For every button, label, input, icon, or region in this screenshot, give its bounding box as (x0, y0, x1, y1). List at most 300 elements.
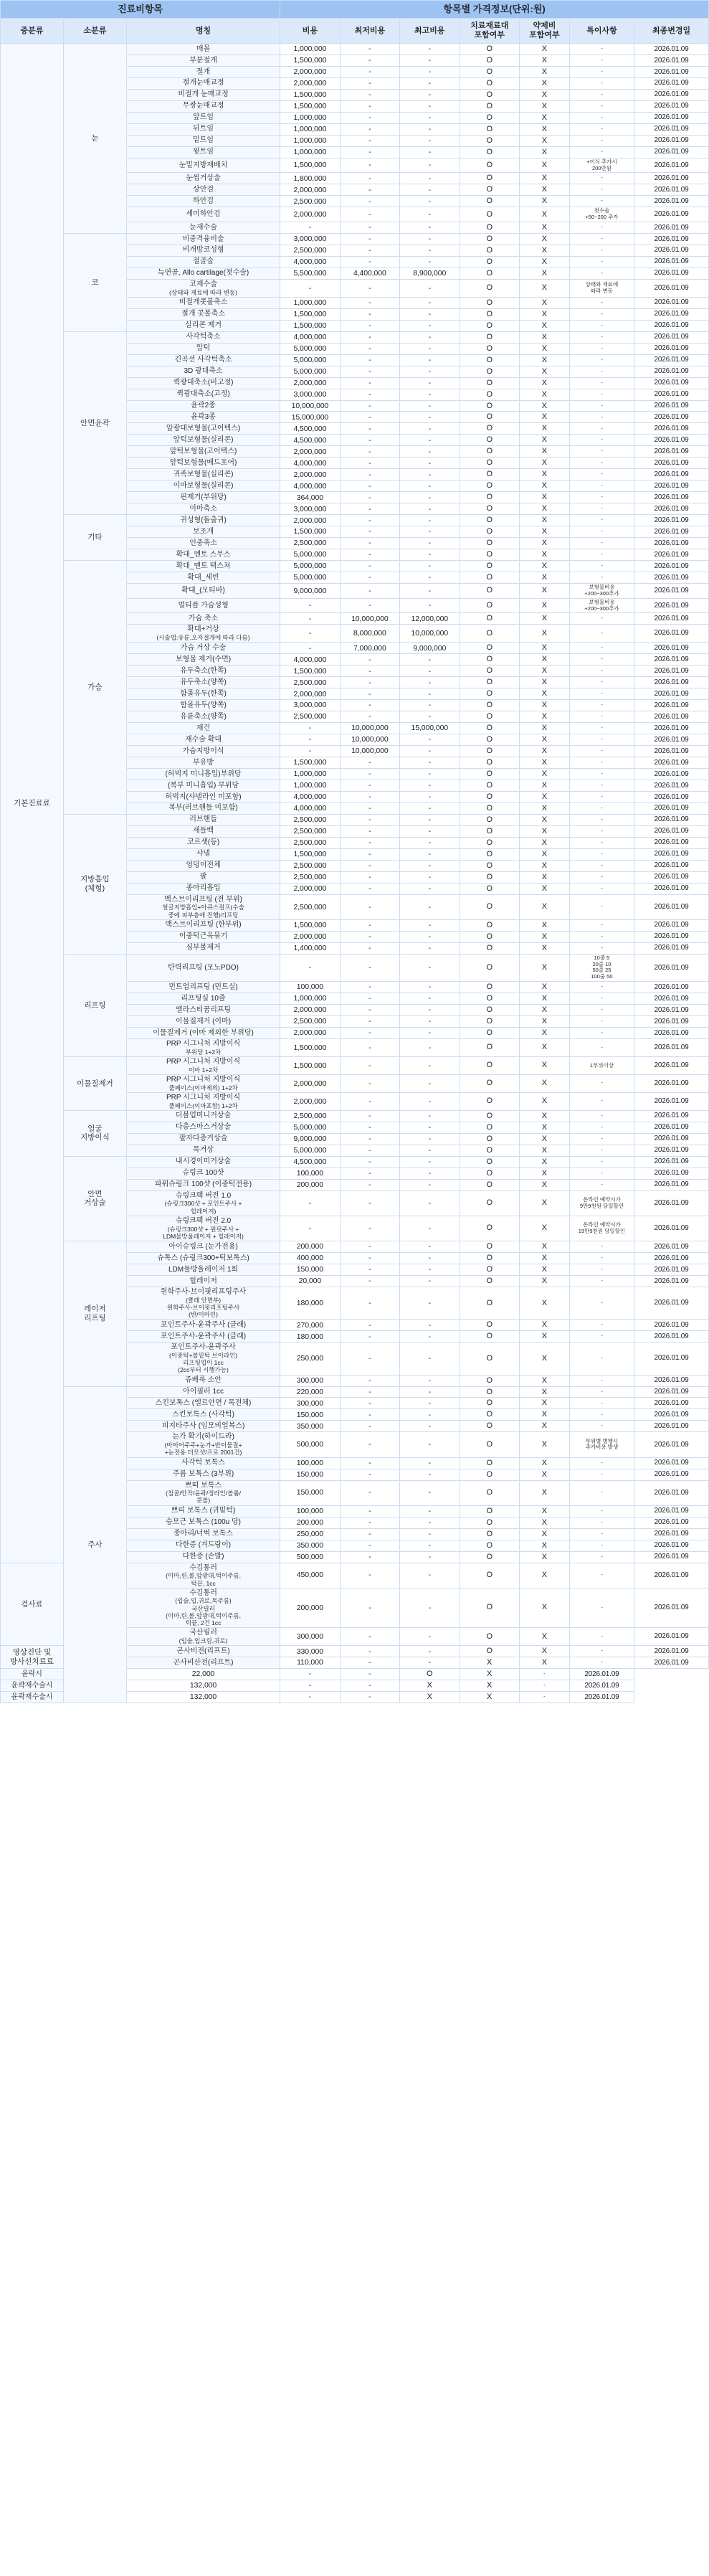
cell-max-cost: - (400, 308, 460, 320)
cell-item-name: 함몰유두(양쪽) (126, 700, 280, 711)
cell-min-cost: - (340, 423, 399, 435)
cell-item-name: 포인트주사-윤곽주사 (클래) (126, 1331, 280, 1343)
cell-drug-included: X (519, 1287, 569, 1319)
cell-material-included: O (460, 802, 519, 814)
cell-material-included: O (460, 331, 519, 343)
cell-item-name: 쥬베룩 소안 (126, 1375, 280, 1386)
cell-min-cost: - (340, 584, 399, 599)
cell-cost: 180,000 (280, 1287, 340, 1319)
cell-max-cost: - (400, 354, 460, 366)
cell-last-changed: 2026.01.09 (634, 1092, 709, 1110)
cell-note: - (569, 1563, 634, 1588)
cell-min-cost: - (340, 196, 399, 207)
cell-note: - (569, 677, 634, 688)
cell-item-name: 맥스브이리프팅 (한부위) (126, 919, 280, 931)
cell-max-cost: - (400, 1074, 460, 1092)
table-row (1, 1241, 709, 1253)
cell-min-cost: - (340, 1563, 399, 1588)
cell-max-cost: - (400, 77, 460, 89)
cell-note: - (569, 1264, 634, 1275)
cell-material-included: O (460, 100, 519, 112)
cell-note: - (569, 825, 634, 837)
table-row (1, 1110, 709, 1122)
cell-material-included: O (460, 734, 519, 746)
cell-note: - (569, 89, 634, 100)
cell-min-cost: - (340, 1092, 399, 1110)
cell-item-name: 인중축소 (126, 538, 280, 549)
cell-note: - (569, 1331, 634, 1343)
cell-cost: 1,000,000 (280, 780, 340, 791)
cell-note: - (569, 613, 634, 625)
cell-note: - (569, 982, 634, 993)
cell-max-cost: - (400, 757, 460, 769)
cell-material-included: O (460, 1264, 519, 1275)
cell-note: - (519, 1692, 569, 1703)
cell-item-name: 매몰 (126, 44, 280, 55)
cell-min-cost: - (340, 331, 399, 343)
cell-cost: 200,000 (280, 1241, 340, 1253)
cell-cost: - (280, 279, 340, 297)
cell-item-name: 러브핸들 (126, 814, 280, 825)
cell-note: - (569, 184, 634, 196)
cell-item-name: PRP 시그니처 지방이식 풀페이스(이마제외) 1+2차 (126, 1074, 280, 1092)
cell-note: - (569, 769, 634, 780)
cell-item-name: 맥스브이리프팅 (전 부위) 얼굴지방흡입+아큐스컬프(수술 중에 피부층에 진행)리프팅 (126, 894, 280, 919)
cell-max-cost: - (400, 848, 460, 860)
cell-item-name: 이물질제거 (이마 제외한 부위당) (126, 1027, 280, 1038)
cell-note: - (569, 666, 634, 677)
cell-max-cost: - (400, 549, 460, 561)
cell-note: - (569, 700, 634, 711)
cell-note: - (569, 746, 634, 757)
cell-min-cost: - (340, 791, 399, 802)
cell-note: - (569, 515, 634, 526)
cell-note: 온라인 예약시가 9만9천원 당일할인 (569, 1190, 634, 1216)
cell-note: - (569, 1027, 634, 1038)
cell-item-name: 절골술 (126, 256, 280, 267)
cell-min-cost: - (340, 1168, 399, 1179)
cell-last-changed: 2026.01.09 (634, 1027, 709, 1038)
cell-note: - (569, 711, 634, 723)
cell-material-included: O (460, 1190, 519, 1216)
cell-note: - (569, 1421, 634, 1432)
cell-last-changed: 2026.01.09 (634, 320, 709, 331)
cell-last-changed: 2026.01.09 (634, 146, 709, 158)
cell-last-changed: 2026.01.09 (634, 1540, 709, 1551)
cell-material-included: O (460, 643, 519, 654)
cell-drug-included: X (519, 1421, 569, 1432)
cell-item-name: 윤락시 (1, 1669, 64, 1680)
cell-last-changed: 2026.01.09 (634, 572, 709, 584)
cell-drug-included: X (519, 848, 569, 860)
cell-last-changed: 2026.01.09 (634, 1320, 709, 1331)
cell-cost: 1,500,000 (280, 919, 340, 931)
cell-item-name: 포인트주사-윤곽주사 (이중턱+볼밑턱 브이라인) 리프팅업이 1cc (2cc부터 시행가능) (126, 1343, 280, 1375)
cell-last-changed: 2026.01.09 (634, 538, 709, 549)
cell-max-cost: - (400, 377, 460, 389)
cell-cost: 150,000 (280, 1469, 340, 1480)
cell-max-cost: - (400, 1386, 460, 1398)
cell-min-cost: - (340, 503, 399, 515)
table-row (1, 44, 709, 55)
cell-note: 온라인 예약시가 19만9천원 당일할인 (569, 1216, 634, 1241)
cell-last-changed: 2026.01.09 (634, 1657, 709, 1669)
header-group-price-info: 항목별 가격정보(단위:원) (280, 1, 709, 19)
cell-min-cost: - (340, 654, 399, 666)
cell-last-changed: 2026.01.09 (634, 1156, 709, 1168)
cell-item-name: 절개 (126, 66, 280, 77)
cell-note: - (569, 919, 634, 931)
cell-cost: 2,000,000 (280, 184, 340, 196)
cell-note: - (569, 308, 634, 320)
cell-item-name: 아이슈링크 (눈가전용) (126, 1241, 280, 1253)
cell-item-name: 핀제거(부위당) (126, 492, 280, 503)
cell-item-name: 승모근 보톡스 (100u 당) (126, 1517, 280, 1528)
cell-drug-included: X (519, 100, 569, 112)
cell-cost: 200,000 (280, 1517, 340, 1528)
cell-sub-category: 이물질제거 (63, 1056, 126, 1110)
cell-last-changed: 2026.01.09 (634, 625, 709, 643)
cell-item-name: 긴곡선 사각턱축소 (126, 354, 280, 366)
cell-material-included: O (460, 942, 519, 954)
cell-material-included: O (460, 1421, 519, 1432)
cell-item-name: 가슴 거상 수술 (126, 643, 280, 654)
cell-cost: 2,500,000 (280, 871, 340, 883)
cell-material-included: O (460, 954, 519, 981)
cell-drug-included: X (519, 769, 569, 780)
cell-max-cost: - (400, 1216, 460, 1241)
cell-note: - (569, 1275, 634, 1287)
cell-last-changed: 2026.01.09 (634, 919, 709, 931)
cell-note: - (569, 1386, 634, 1398)
cell-drug-included: X (519, 700, 569, 711)
cell-item-name: 함몰유두(한쪽) (126, 688, 280, 700)
cell-max-cost: - (400, 1657, 460, 1669)
cell-max-cost: - (400, 1375, 460, 1386)
cell-max-cost: - (400, 146, 460, 158)
cell-material-included: O (460, 1216, 519, 1241)
cell-drug-included: X (519, 1628, 569, 1646)
cell-drug-included: X (519, 55, 569, 66)
cell-drug-included: X (519, 412, 569, 423)
table-row (1, 1386, 709, 1398)
cell-cost: 2,000,000 (280, 1074, 340, 1092)
cell-last-changed: 2026.01.09 (634, 613, 709, 625)
cell-drug-included: X (519, 1657, 569, 1669)
cell-material-included: O (460, 412, 519, 423)
cell-material-included: O (460, 613, 519, 625)
cell-item-name: 종아리/너벅 보톡스 (126, 1528, 280, 1540)
cell-min-cost: - (340, 446, 399, 458)
cell-item-name: 복부(러브핸들 미포함) (126, 802, 280, 814)
cell-drug-included: X (519, 837, 569, 848)
cell-item-name: 절개 콧볼축소 (126, 308, 280, 320)
cell-item-name: 다한증 (겨드랑이) (126, 1540, 280, 1551)
cell-max-cost: - (400, 837, 460, 848)
cell-drug-included: X (519, 1409, 569, 1421)
cell-last-changed: 2026.01.09 (634, 1528, 709, 1540)
cell-item-name: 다층스마스거상술 (126, 1122, 280, 1133)
cell-item-name: 수김통러 (입술,입,귀로,목주름) 국산필러 (이마,린,볼,앞광대,턱이주름, 턱끝, 2건 1cc (126, 1588, 280, 1628)
cell-material-included: O (460, 1074, 519, 1092)
cell-material-included: O (460, 297, 519, 308)
cell-last-changed: 2026.01.09 (634, 1264, 709, 1275)
cell-note: - (569, 77, 634, 89)
cell-cost: 4,500,000 (280, 1156, 340, 1168)
cell-drug-included: X (519, 389, 569, 400)
cell-note: - (569, 1133, 634, 1145)
cell-note: - (569, 245, 634, 256)
cell-min-cost: - (340, 837, 399, 848)
cell-last-changed: 2026.01.09 (634, 492, 709, 503)
cell-max-cost: - (400, 700, 460, 711)
cell-max-cost: - (400, 688, 460, 700)
cell-note: - (569, 44, 634, 55)
cell-mid-category: 영상진단 및 방사선치료료 (1, 1646, 64, 1669)
cell-min-cost: - (340, 343, 399, 354)
cell-cost: 200,000 (280, 1588, 340, 1628)
cell-cost: 1,500,000 (280, 526, 340, 538)
cell-min-cost: - (340, 1275, 399, 1287)
cell-max-cost: - (340, 1680, 399, 1692)
cell-item-name: 더블업미니거상술 (126, 1110, 280, 1122)
cell-last-changed: 2026.01.09 (634, 389, 709, 400)
cell-item-name: 확대_세빈 (126, 572, 280, 584)
cell-item-name: 절개눈매교정 (126, 77, 280, 89)
cell-sub-category: 지방흡입 (체형) (63, 814, 126, 954)
cell-drug-included: X (519, 584, 569, 599)
cell-last-changed: 2026.01.09 (634, 1241, 709, 1253)
cell-note: - (569, 366, 634, 377)
cell-cost: 4,000,000 (280, 480, 340, 492)
cell-max-cost: - (400, 746, 460, 757)
cell-last-changed: 2026.01.09 (634, 643, 709, 654)
cell-min-cost: - (340, 112, 399, 123)
cell-min-cost: - (340, 1005, 399, 1016)
cell-cost: 2,500,000 (280, 837, 340, 848)
cell-cost: - (280, 1216, 340, 1241)
cell-drug-included: X (519, 883, 569, 894)
cell-cost: - (280, 954, 340, 981)
cell-item-name: PRP 시그니처 지방이식 이마 1+2차 (126, 1056, 280, 1074)
cell-min-cost: - (340, 1551, 399, 1563)
cell-last-changed: 2026.01.09 (634, 308, 709, 320)
cell-min-cost: - (340, 320, 399, 331)
cell-last-changed: 2026.01.09 (634, 677, 709, 688)
cell-drug-included: X (519, 1480, 569, 1505)
cell-material-included: O (460, 549, 519, 561)
cell-max-cost: - (400, 860, 460, 871)
cell-min-cost: - (340, 848, 399, 860)
cell-note: - (569, 1145, 634, 1156)
cell-max-cost: - (400, 1038, 460, 1056)
cell-note: - (569, 297, 634, 308)
cell-cost: 350,000 (280, 1421, 340, 1432)
cell-min-cost: - (340, 1657, 399, 1669)
cell-cost: 150,000 (280, 1264, 340, 1275)
cell-material-included: O (460, 1409, 519, 1421)
cell-item-name: 쁘띠 보톡스 (귀밑턱) (126, 1505, 280, 1517)
cell-drug-included: X (519, 1505, 569, 1517)
cell-item-name: 주름 보톡스 (3부위) (126, 1469, 280, 1480)
cell-item-name: 앞턱보형물(메드포어) (126, 458, 280, 469)
cell-cost: 2,500,000 (280, 677, 340, 688)
cell-material-included: O (460, 1320, 519, 1331)
cell-last-changed: 2026.01.09 (634, 1421, 709, 1432)
cell-last-changed: 2026.01.09 (569, 1680, 634, 1692)
cell-cost: - (280, 746, 340, 757)
cell-cost: 4,000,000 (280, 802, 340, 814)
cell-max-cost: - (400, 233, 460, 245)
cell-item-name: 목거상 (126, 1145, 280, 1156)
cell-drug-included: X (519, 572, 569, 584)
cell-drug-included: X (519, 435, 569, 446)
table-row (1, 814, 709, 825)
header-group-treatment-items: 진료비항목 (1, 1, 280, 19)
cell-drug-included: X (519, 366, 569, 377)
cell-note: - (569, 1375, 634, 1386)
cell-last-changed: 2026.01.09 (634, 549, 709, 561)
cell-item-name: 보조개 (126, 526, 280, 538)
cell-drug-included: X (519, 1588, 569, 1628)
cell-drug-included: X (519, 1469, 569, 1480)
cell-min-cost: - (340, 366, 399, 377)
cell-material-included: O (460, 1056, 519, 1074)
cell-note: - (569, 780, 634, 791)
cell-max-cost: - (400, 1056, 460, 1074)
cell-drug-included: X (519, 297, 569, 308)
cell-drug-included: X (519, 780, 569, 791)
cell-sub-category: 안면 거상술 (63, 1156, 126, 1241)
cell-drug-included: X (519, 688, 569, 700)
cell-last-changed: 2026.01.09 (634, 412, 709, 423)
cell-cost: 5,000,000 (280, 572, 340, 584)
cell-last-changed: 2026.01.09 (634, 1056, 709, 1074)
cell-min-cost: - (340, 1110, 399, 1122)
cell-drug-included: X (519, 860, 569, 871)
cell-cost: 2,000,000 (280, 883, 340, 894)
cell-material-included: O (460, 1156, 519, 1168)
cell-max-cost: - (400, 256, 460, 267)
cell-min-cost: - (340, 919, 399, 931)
cell-cost: 2,500,000 (280, 1110, 340, 1122)
cell-drug-included: X (519, 503, 569, 515)
cell-item-name: 부유방 (126, 757, 280, 769)
cell-sub-category: 얼굴 지방이식 (63, 1110, 126, 1156)
cell-max-cost: - (400, 883, 460, 894)
cell-drug-included: X (519, 135, 569, 146)
cell-cost: 9,000,000 (280, 1133, 340, 1145)
cell-min-cost: - (340, 400, 399, 412)
cell-drug-included: X (519, 233, 569, 245)
cell-last-changed: 2026.01.09 (634, 1133, 709, 1145)
cell-note: 10줄 5 20줄 10 50줄 25 100줄 50 (569, 954, 634, 981)
column-header-mid-category: 중분류 (1, 19, 64, 44)
cell-drug-included: X (519, 1320, 569, 1331)
cell-max-cost: - (400, 538, 460, 549)
cell-last-changed: 2026.01.09 (634, 1287, 709, 1319)
cell-item-name: 파워슈링크 100샷 (이중턱전용) (126, 1179, 280, 1190)
cell-last-changed: 2026.01.09 (634, 814, 709, 825)
cell-note: - (569, 643, 634, 654)
cell-sub-category: 레이저 리프팅 (63, 1241, 126, 1387)
cell-max-cost: - (400, 598, 460, 613)
cell-note: - (519, 1669, 569, 1680)
cell-min-cost: - (340, 1628, 399, 1646)
cell-last-changed: 2026.01.09 (634, 1216, 709, 1241)
cell-material-included: O (460, 982, 519, 993)
cell-max-cost: - (400, 366, 460, 377)
cell-min-cost: - (340, 1528, 399, 1540)
cell-min-cost: - (340, 780, 399, 791)
cell-item-name: 확대+거상 (시술법:유륜,오자절개에 따라 다름) (126, 625, 280, 643)
cell-cost: 180,000 (280, 1331, 340, 1343)
cell-last-changed: 2026.01.09 (634, 331, 709, 343)
cell-item-name: 재건 (126, 723, 280, 734)
cell-last-changed: 2026.01.09 (634, 123, 709, 135)
cell-drug-included: X (519, 1110, 569, 1122)
cell-min-cost: - (340, 123, 399, 135)
cell-cost: - (280, 1190, 340, 1216)
cell-last-changed: 2026.01.09 (634, 256, 709, 267)
cell-drug-included: X (519, 598, 569, 613)
cell-drug-included: X (519, 1156, 569, 1168)
cell-note: - (569, 389, 634, 400)
cell-max-cost: - (400, 1517, 460, 1528)
cell-cost: 500,000 (280, 1551, 340, 1563)
cell-drug-included: X (519, 894, 569, 919)
cell-note: - (569, 848, 634, 860)
cell-min-cost: - (340, 1056, 399, 1074)
cell-note: - (569, 1646, 634, 1657)
cell-material-included: O (460, 814, 519, 825)
cell-last-changed: 2026.01.09 (634, 207, 709, 222)
cell-min-cost: - (340, 1432, 399, 1457)
cell-last-changed: 2026.01.09 (634, 245, 709, 256)
cell-min-cost: - (340, 492, 399, 503)
cell-item-name: 앞트임 (126, 112, 280, 123)
cell-drug-included: X (519, 1551, 569, 1563)
cell-item-name: 윗트임 (126, 146, 280, 158)
cell-min-cost: - (340, 982, 399, 993)
cell-note: - (569, 1551, 634, 1563)
cell-material-included: O (460, 458, 519, 469)
cell-min-cost: - (340, 1331, 399, 1343)
cell-max-cost: - (400, 469, 460, 480)
cell-cost: 2,500,000 (280, 894, 340, 919)
cell-last-changed: 2026.01.09 (634, 700, 709, 711)
cell-min-cost: - (280, 1692, 340, 1703)
cell-min-cost: 10,000,000 (340, 734, 399, 746)
cell-drug-included: X (519, 146, 569, 158)
cell-material-included: O (460, 1331, 519, 1343)
cell-max-cost: - (400, 814, 460, 825)
cell-max-cost: - (400, 480, 460, 492)
cell-material-included: O (460, 1386, 519, 1398)
cell-item-name: 비절개콧볼축소 (126, 297, 280, 308)
cell-last-changed: 2026.01.09 (634, 1386, 709, 1398)
cell-max-cost: - (400, 100, 460, 112)
cell-last-changed: 2026.01.09 (634, 469, 709, 480)
cell-cost: - (280, 598, 340, 613)
cell-max-cost: 9,000,000 (400, 643, 460, 654)
cell-cost: 4,000,000 (280, 331, 340, 343)
cell-cost: - (280, 222, 340, 233)
cell-material-included: O (460, 791, 519, 802)
cell-material-included: O (460, 389, 519, 400)
cell-drug-included: X (519, 1168, 569, 1179)
cell-material-included: O (460, 308, 519, 320)
